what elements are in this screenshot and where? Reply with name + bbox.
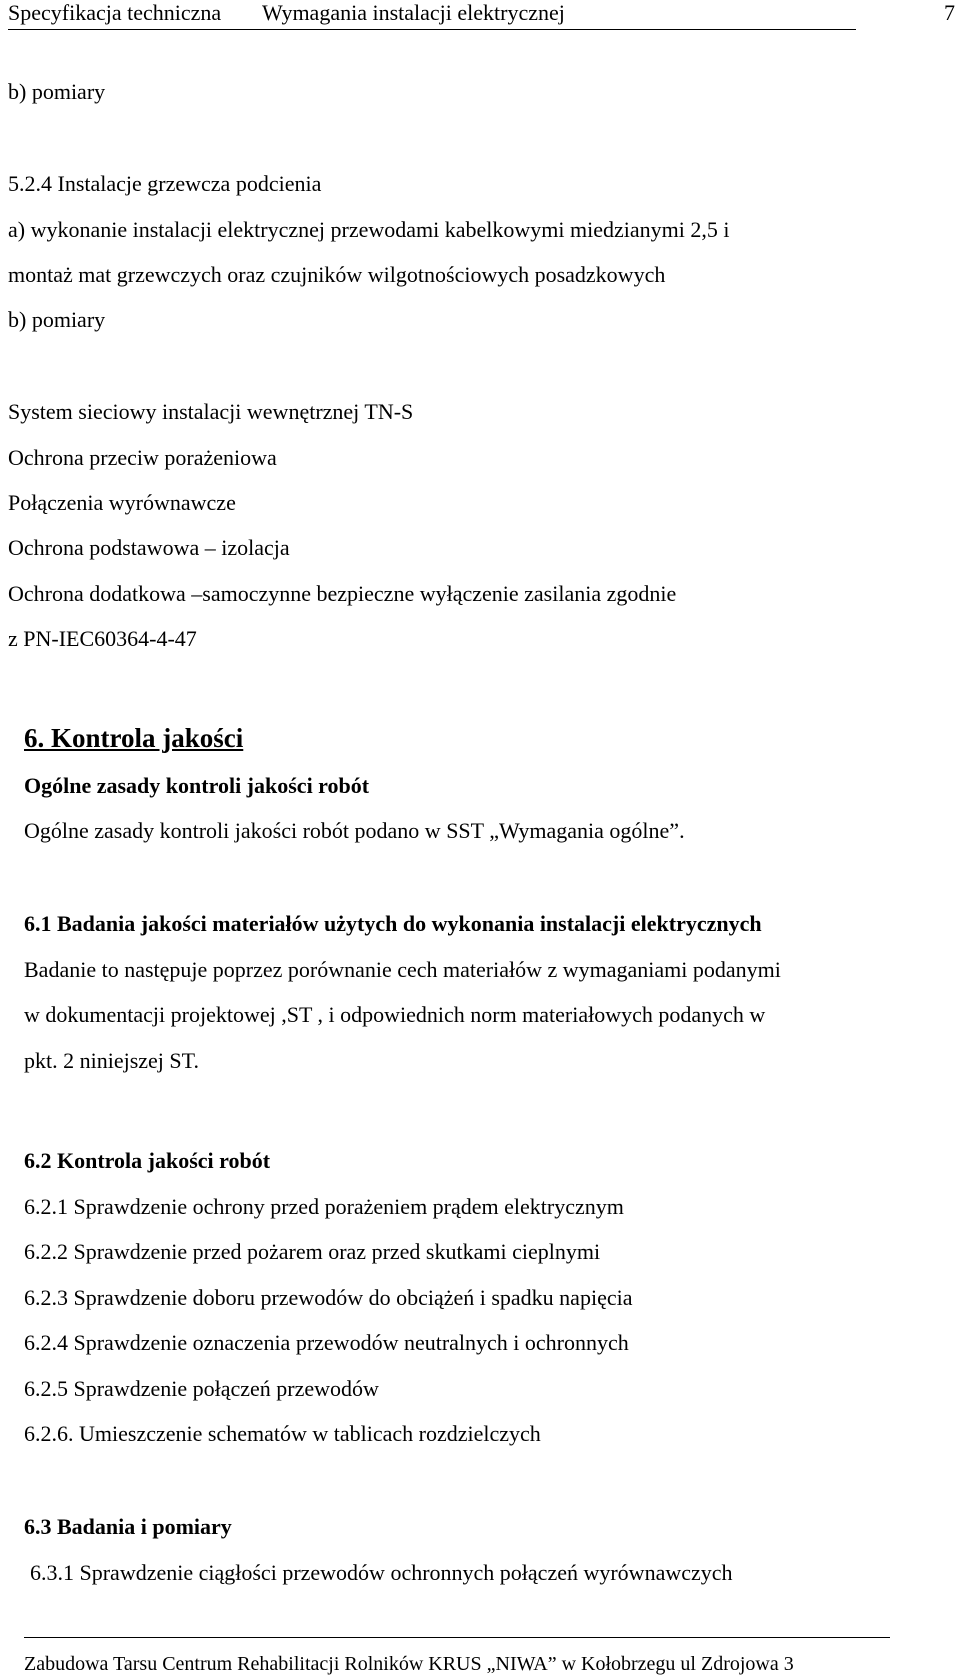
body-line: Ochrona podstawowa – izolacja [8,535,290,560]
body-line: pkt. 2 niniejszej ST. [24,1048,199,1073]
sub-heading: Ogólne zasady kontroli jakości robót [24,773,370,798]
footer-text: Zabudowa Tarsu Centrum Rehabilitacji Rolników KRUS „NIWA” w Kołobrzegu ul Zdrojowa 3 [24,1653,794,1675]
list-item: 6.2.2 Sprawdzenie przed pożarem oraz przed skutkami cieplnymi [24,1239,601,1264]
body-line: montaż mat grzewczych oraz czujników wilgotnościowych posadzkowych [8,262,666,287]
section-heading: 6. Kontrola jakości [24,723,244,753]
list-item: 6.2.1 Sprawdzenie ochrony przed porażeniem prądem elektrycznym [24,1194,624,1219]
list-item: 6.2.3 Sprawdzenie doboru przewodów do obciążeń i spadku napięcia [24,1285,633,1310]
header-rule [8,29,856,30]
body-line: z PN-IEC60364-4-47 [8,626,197,651]
list-item: 6.2.6. Umieszczenie schematów w tablicach rozdzielczych [24,1421,541,1446]
body-line: Połączenia wyrównawcze [8,490,236,515]
body-line: Ochrona przeciw porażeniowa [8,445,277,470]
body-line: 5.2.4 Instalacje grzewcza podcienia [8,171,322,196]
header-left: Specyfikacja techniczna [8,0,222,25]
list-item: 6.2.5 Sprawdzenie połączeń przewodów [24,1376,379,1401]
list-item: 6.2.4 Sprawdzenie oznaczenia przewodów neutralnych i ochronnych [24,1330,629,1355]
body-line: b) pomiary [8,307,106,332]
body-line: System sieciowy instalacji wewnętrznej TN-S [8,399,414,424]
body-line: w dokumentacji projektowej ,ST , i odpowiednich norm materiałowych podanych w [24,1002,766,1027]
body-line: Ogólne zasady kontroli jakości robót podano w SST „Wymagania ogólne”. [24,818,685,843]
section-heading: 6.2 Kontrola jakości robót [24,1148,271,1173]
section-heading: 6.1 Badania jakości materiałów użytych do wykonania instalacji elektrycznych [24,911,762,936]
body-line: Badanie to następuje poprzez porównanie cech materiałów z wymaganiami podanymi [24,957,781,982]
body-line: Ochrona dodatkowa –samoczynne bezpieczne wyłączenie zasilania zgodnie [8,581,677,606]
page-number: 7 [944,0,955,25]
section-heading: 6.3 Badania i pomiary [24,1514,232,1539]
footer-rule [24,1637,890,1638]
body-line: b) pomiary [8,79,106,104]
header-middle: Wymagania instalacji elektrycznej [262,0,565,25]
body-line: a) wykonanie instalacji elektrycznej przewodami kabelkowymi miedzianymi 2,5 i [8,217,730,242]
list-item: 6.3.1 Sprawdzenie ciągłości przewodów ochronnych połączeń wyrównawczych [30,1560,733,1585]
